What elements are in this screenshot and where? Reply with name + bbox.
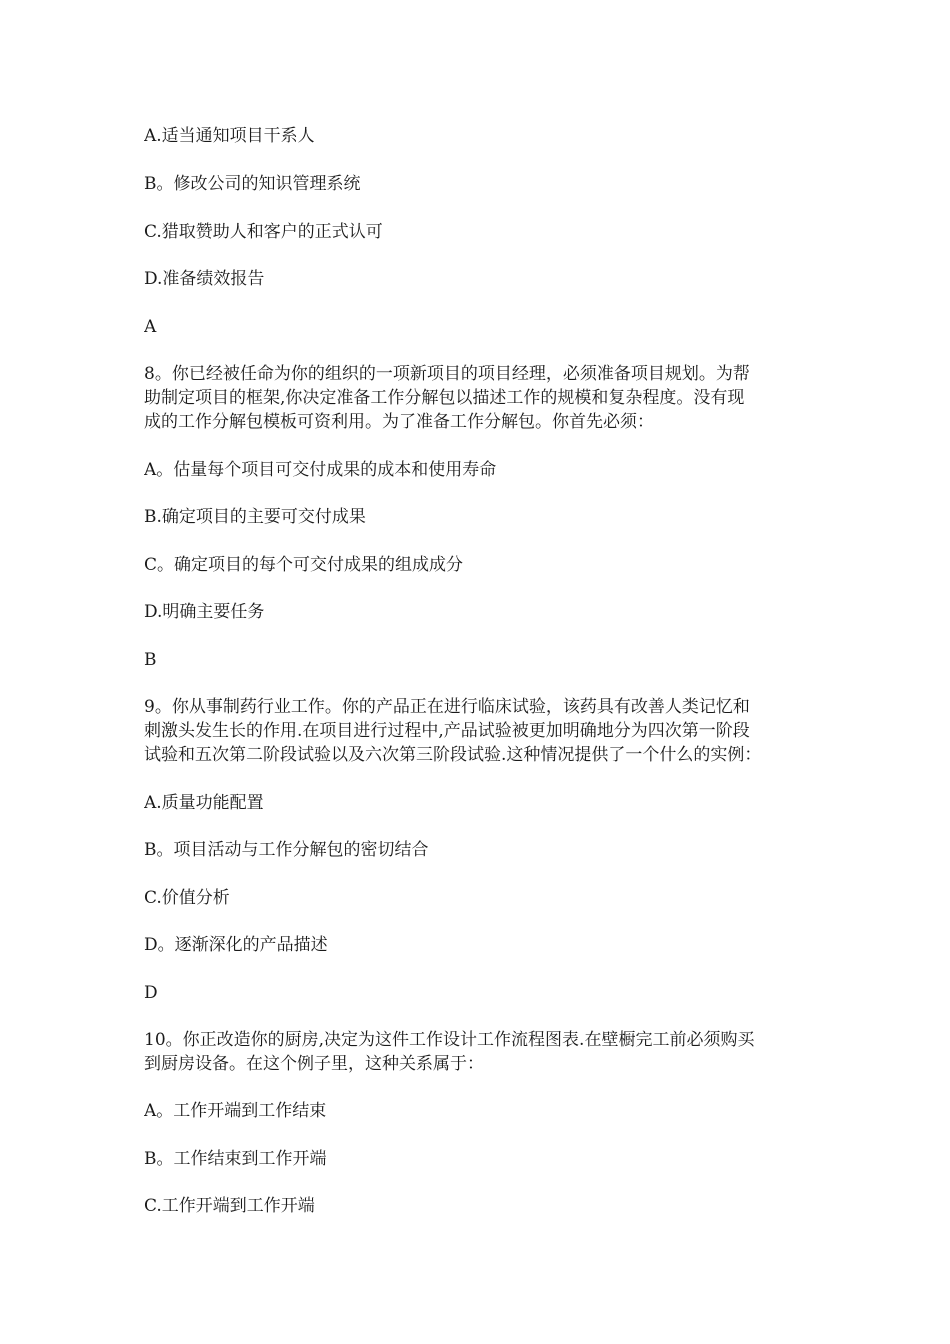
q7-option-d: D.准备绩效报告 xyxy=(144,269,265,289)
q8-option-a: A。估量每个项目可交付成果的成本和使用寿命 xyxy=(144,460,497,480)
q7-option-c: C.猎取赞助人和客户的正式认可 xyxy=(144,222,383,242)
q7-answer: A xyxy=(144,317,157,337)
q9-option-a: A.质量功能配置 xyxy=(144,793,264,813)
q8-answer: B xyxy=(144,650,157,670)
q9-option-c: C.价值分析 xyxy=(144,888,230,908)
q8-question xyxy=(144,362,814,434)
q7-option-b: B。修改公司的知识管理系统 xyxy=(144,174,361,194)
q8-option-b: B.确定项目的主要可交付成果 xyxy=(144,507,366,527)
q8-question-line: 8。你已经被任命为你的组织的一项新项目的项目经理，必须准备项目规划。为帮 xyxy=(144,364,750,384)
q8-question-line: 成的工作分解包模板可资利用。为了准备工作分解包。你首先必须： xyxy=(144,412,654,432)
q9-question-line: 刺激头发生长的作用.在项目进行过程中,产品试验被更加明确地分为四次第一阶段 xyxy=(144,721,750,741)
q7-option-a: A.适当通知项目干系人 xyxy=(144,126,315,146)
q8-option-c: C。确定项目的每个可交付成果的组成成分 xyxy=(144,555,464,575)
q9-option-d: D。逐渐深化的产品描述 xyxy=(144,935,328,955)
q9-question-line: 试验和五次第二阶段试验以及六次第三阶段试验.这种情况提供了一个什么的实例： xyxy=(144,745,762,765)
q10-question-line: 10。你正改造你的厨房,决定为这件工作设计工作流程图表.在壁橱完工前必须购买 xyxy=(144,1030,755,1050)
q10-option-c: C.工作开端到工作开端 xyxy=(144,1196,315,1216)
q9-option-b: B。项目活动与工作分解包的密切结合 xyxy=(144,840,429,860)
q8-question-line: 助制定项目的框架,你决定准备工作分解包以描述工作的规模和复杂程度。没有现 xyxy=(144,388,745,408)
q8-option-d: D.明确主要任务 xyxy=(144,602,265,622)
q9-answer: D xyxy=(144,983,158,1003)
q10-option-a: A。工作开端到工作结束 xyxy=(144,1101,327,1121)
q9-question xyxy=(144,695,814,767)
q9-question-line: 9。你从事制药行业工作。你的产品正在进行临床试验，该药具有改善人类记忆和 xyxy=(144,697,750,717)
q10-question-line: 到厨房设备。在这个例子里，这种关系属于： xyxy=(144,1054,484,1074)
q10-option-b: B。工作结束到工作开端 xyxy=(144,1149,327,1169)
q10-question xyxy=(144,1028,814,1076)
